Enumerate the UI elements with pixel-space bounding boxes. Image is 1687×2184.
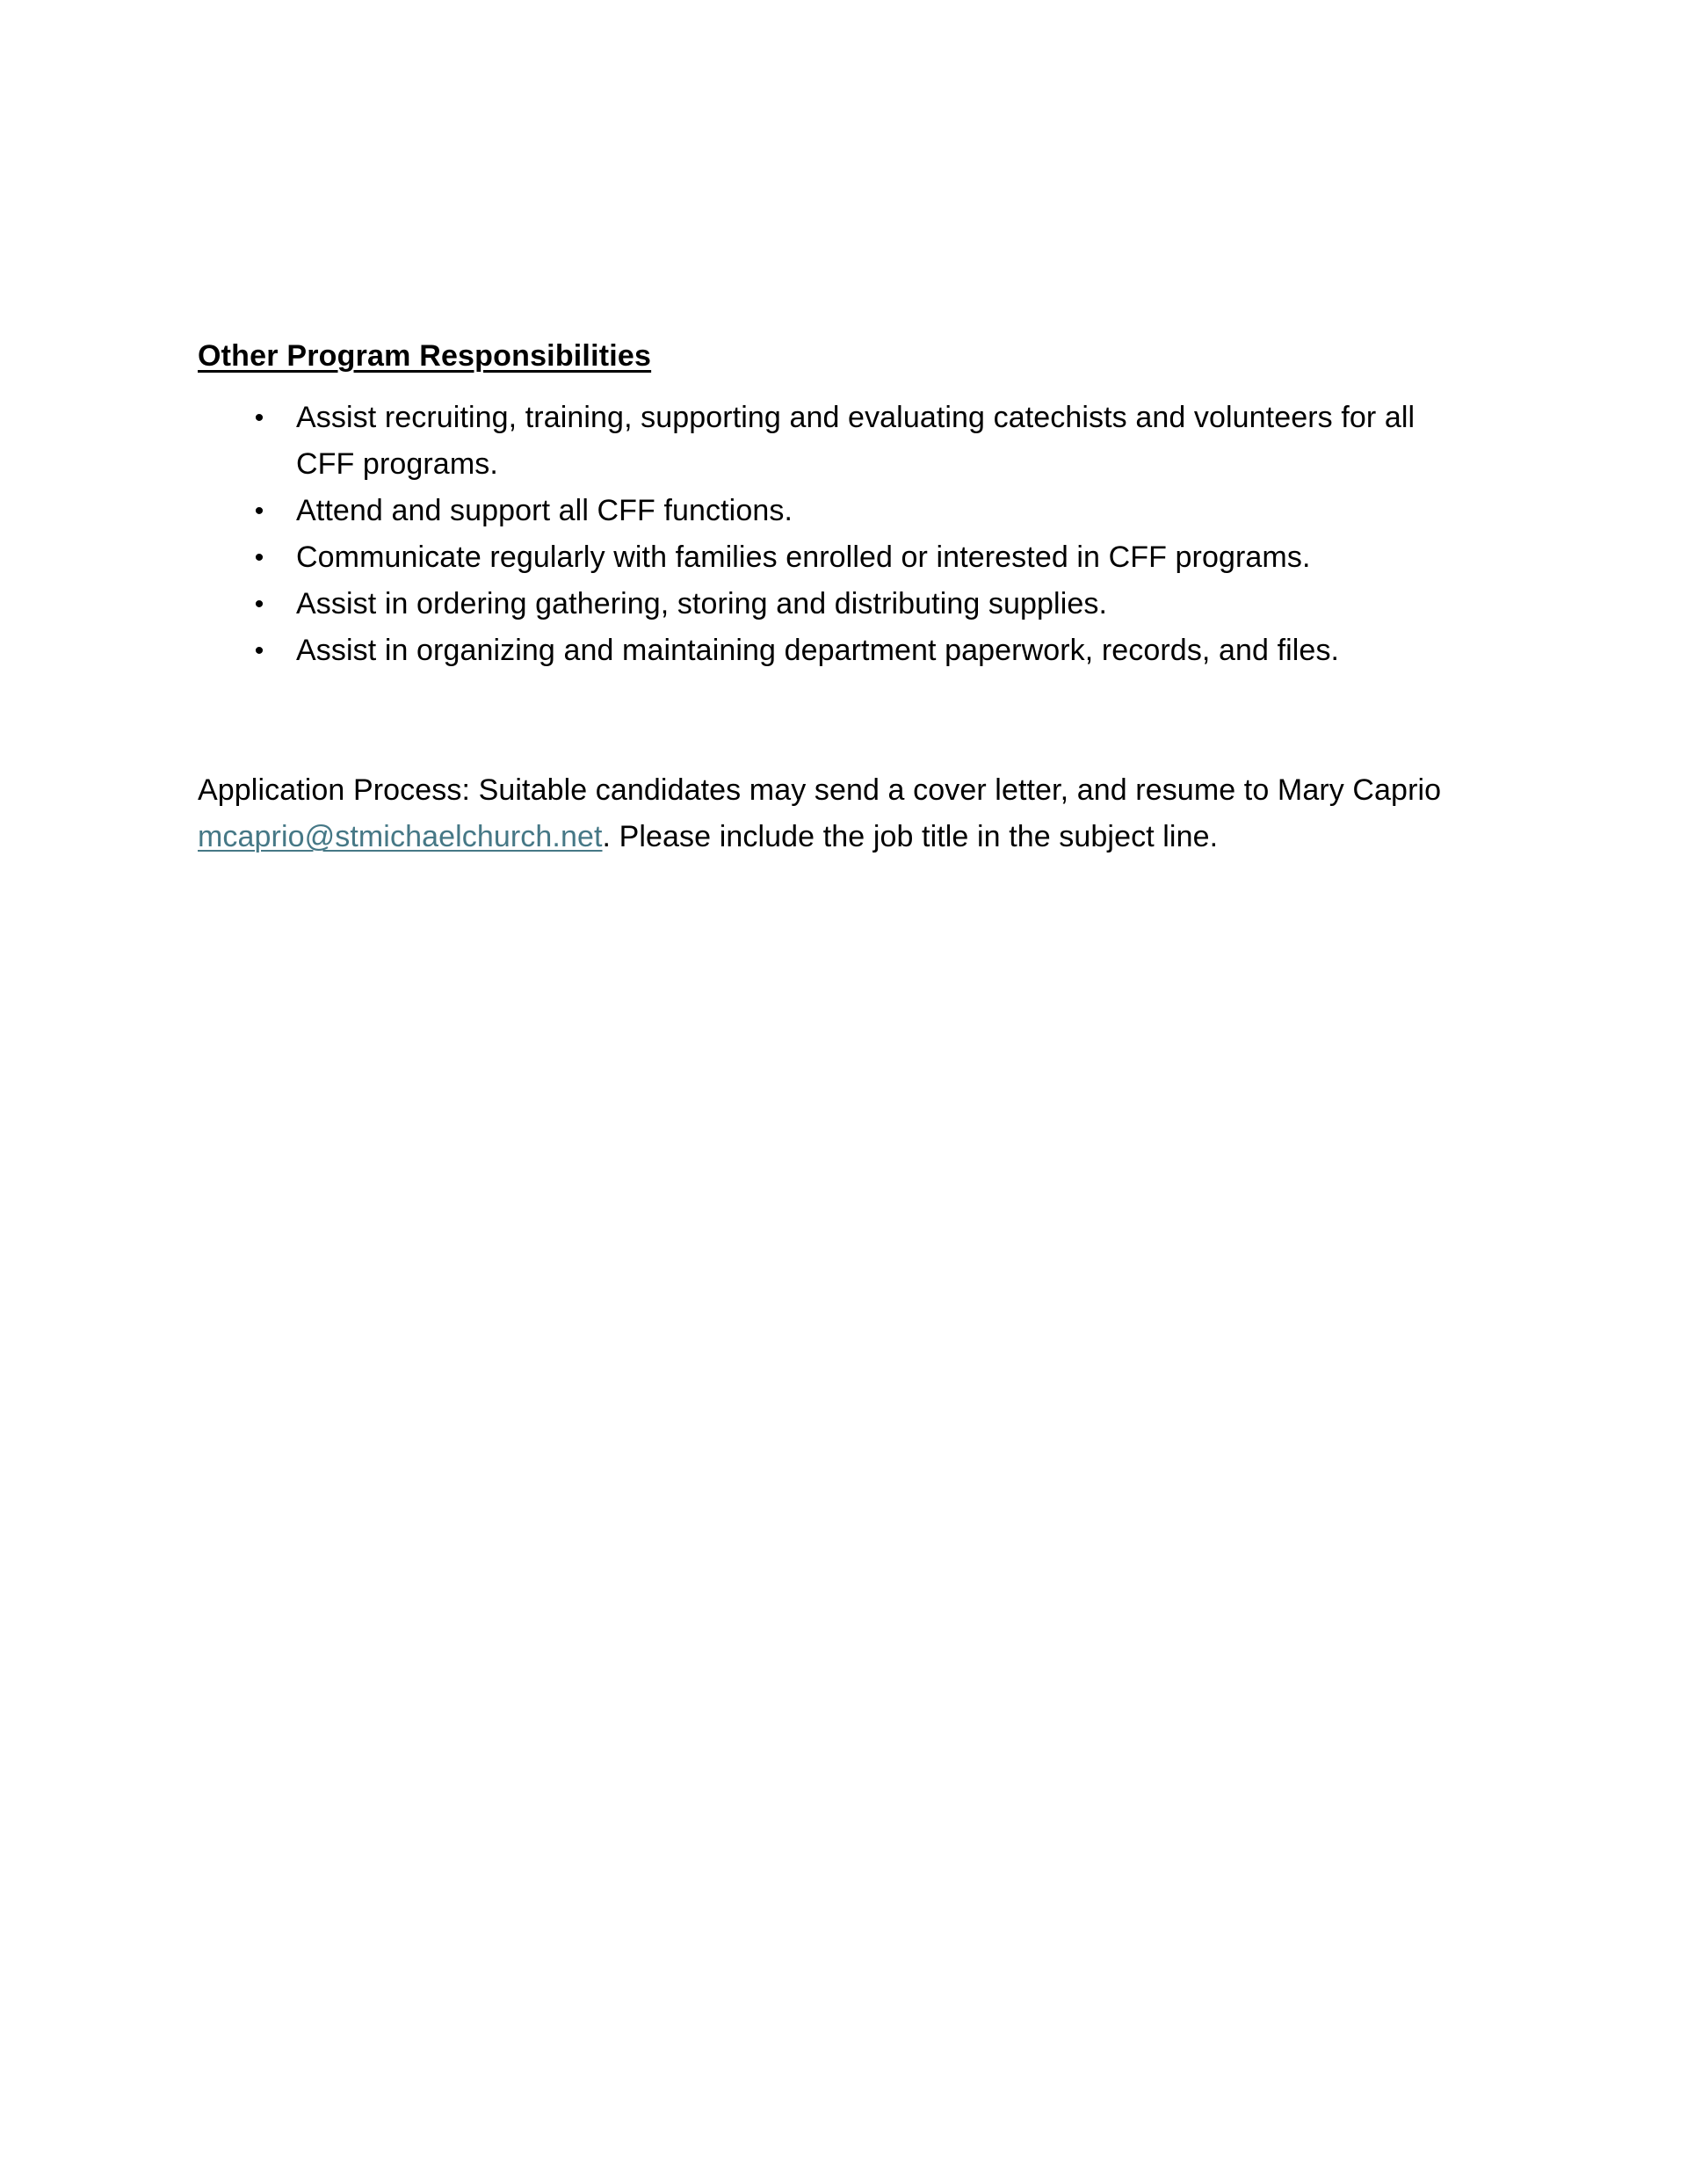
email-link[interactable]: mcaprio@stmichaelchurch.net — [198, 820, 603, 853]
paragraph-spacer — [198, 674, 1481, 767]
list-item-text: Attend and support all CFF functions. — [296, 494, 793, 527]
page-content — [198, 330, 1481, 860]
list-item — [198, 488, 1481, 534]
bullet-icon: • — [254, 497, 264, 526]
section-heading: Other Program Responsibilities — [198, 339, 652, 373]
list-item-text: Assist recruiting, training, supporting and evaluating catechists and volunteers for all CFF programs. — [296, 401, 1415, 481]
bullet-icon: • — [254, 590, 264, 619]
list-item — [198, 628, 1481, 674]
list-item-text: Communicate regularly with families enrolled or interested in CFF programs. — [296, 541, 1311, 574]
bullet-icon: • — [254, 636, 264, 665]
list-item — [198, 534, 1481, 581]
bullet-icon: • — [254, 543, 264, 572]
application-text-before: Application Process: Suitable candidates may send a cover letter, and resume to Mary Caprio — [198, 773, 1442, 807]
list-item — [198, 581, 1481, 628]
list-item — [198, 395, 1481, 488]
bullet-icon: • — [254, 403, 264, 432]
application-text-after: . Please include the job title in the subject line. — [602, 820, 1219, 853]
application-process-paragraph — [198, 767, 1481, 860]
list-item-text: Assist in ordering gathering, storing and distributing supplies. — [296, 587, 1108, 620]
responsibilities-list — [198, 395, 1481, 674]
list-item-text: Assist in organizing and maintaining department paperwork, records, and files. — [296, 634, 1340, 667]
